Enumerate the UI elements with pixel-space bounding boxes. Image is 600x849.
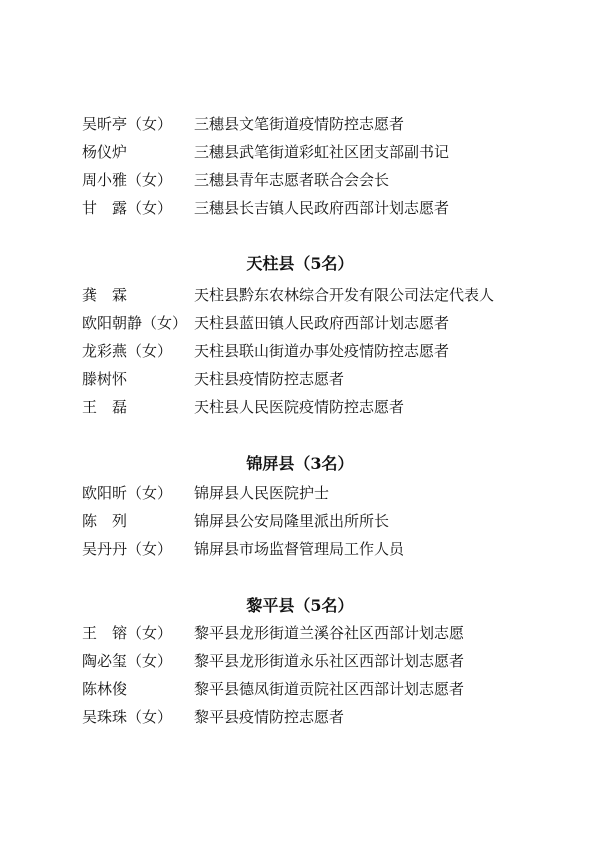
person-role: 黎平县德凤街道贡院社区西部计划志愿者 [194, 680, 465, 698]
person-role: 黎平县疫情防控志愿者 [194, 708, 345, 726]
person-name: 吴珠珠（女） [82, 708, 173, 726]
person-role: 天柱县人民医院疫情防控志愿者 [194, 398, 405, 416]
person-role: 三穗县青年志愿者联合会会长 [194, 171, 390, 189]
person-name: 甘 露（女） [82, 199, 173, 217]
person-role: 天柱县蓝田镇人民政府西部计划志愿者 [194, 314, 450, 332]
person-name: 王 镕（女） [82, 624, 173, 642]
person-name: 杨仪炉 [82, 143, 128, 161]
person-role: 锦屏县公安局隆里派出所所长 [194, 512, 390, 530]
person-name: 龚 霖 [82, 286, 128, 304]
person-role: 黎平县龙形街道兰溪谷社区西部计划志愿 [194, 624, 465, 642]
person-role: 天柱县黔东农林综合开发有限公司法定代表人 [194, 286, 495, 304]
person-name: 滕树怀 [82, 370, 128, 388]
person-name: 欧阳昕（女） [82, 484, 173, 502]
person-name: 吴丹丹（女） [82, 540, 173, 558]
section-heading: 黎平县（5名） [246, 596, 354, 615]
section-heading: 天柱县（5名） [246, 254, 354, 273]
person-role: 锦屏县市场监督管理局工作人员 [194, 540, 405, 558]
person-name: 陈林俊 [82, 680, 128, 698]
person-role: 三穗县长吉镇人民政府西部计划志愿者 [194, 199, 450, 217]
person-name: 龙彩燕（女） [82, 342, 173, 360]
person-role: 天柱县联山街道办事处疫情防控志愿者 [194, 342, 450, 360]
person-role: 黎平县龙形街道永乐社区西部计划志愿者 [194, 652, 465, 670]
person-role: 三穗县文笔街道疫情防控志愿者 [194, 115, 405, 133]
person-name: 陶必玺（女） [82, 652, 173, 670]
person-role: 三穗县武笔街道彩虹社区团支部副书记 [194, 143, 450, 161]
section-heading: 锦屏县（3名） [246, 454, 354, 473]
person-name: 吴昕亭（女） [82, 115, 173, 133]
person-name: 王 磊 [82, 398, 128, 416]
person-role: 锦屏县人民医院护士 [194, 484, 330, 502]
person-name: 周小雅（女） [82, 171, 173, 189]
person-name: 欧阳朝静（女） [82, 314, 188, 332]
person-name: 陈 列 [82, 512, 128, 530]
person-role: 天柱县疫情防控志愿者 [194, 370, 345, 388]
